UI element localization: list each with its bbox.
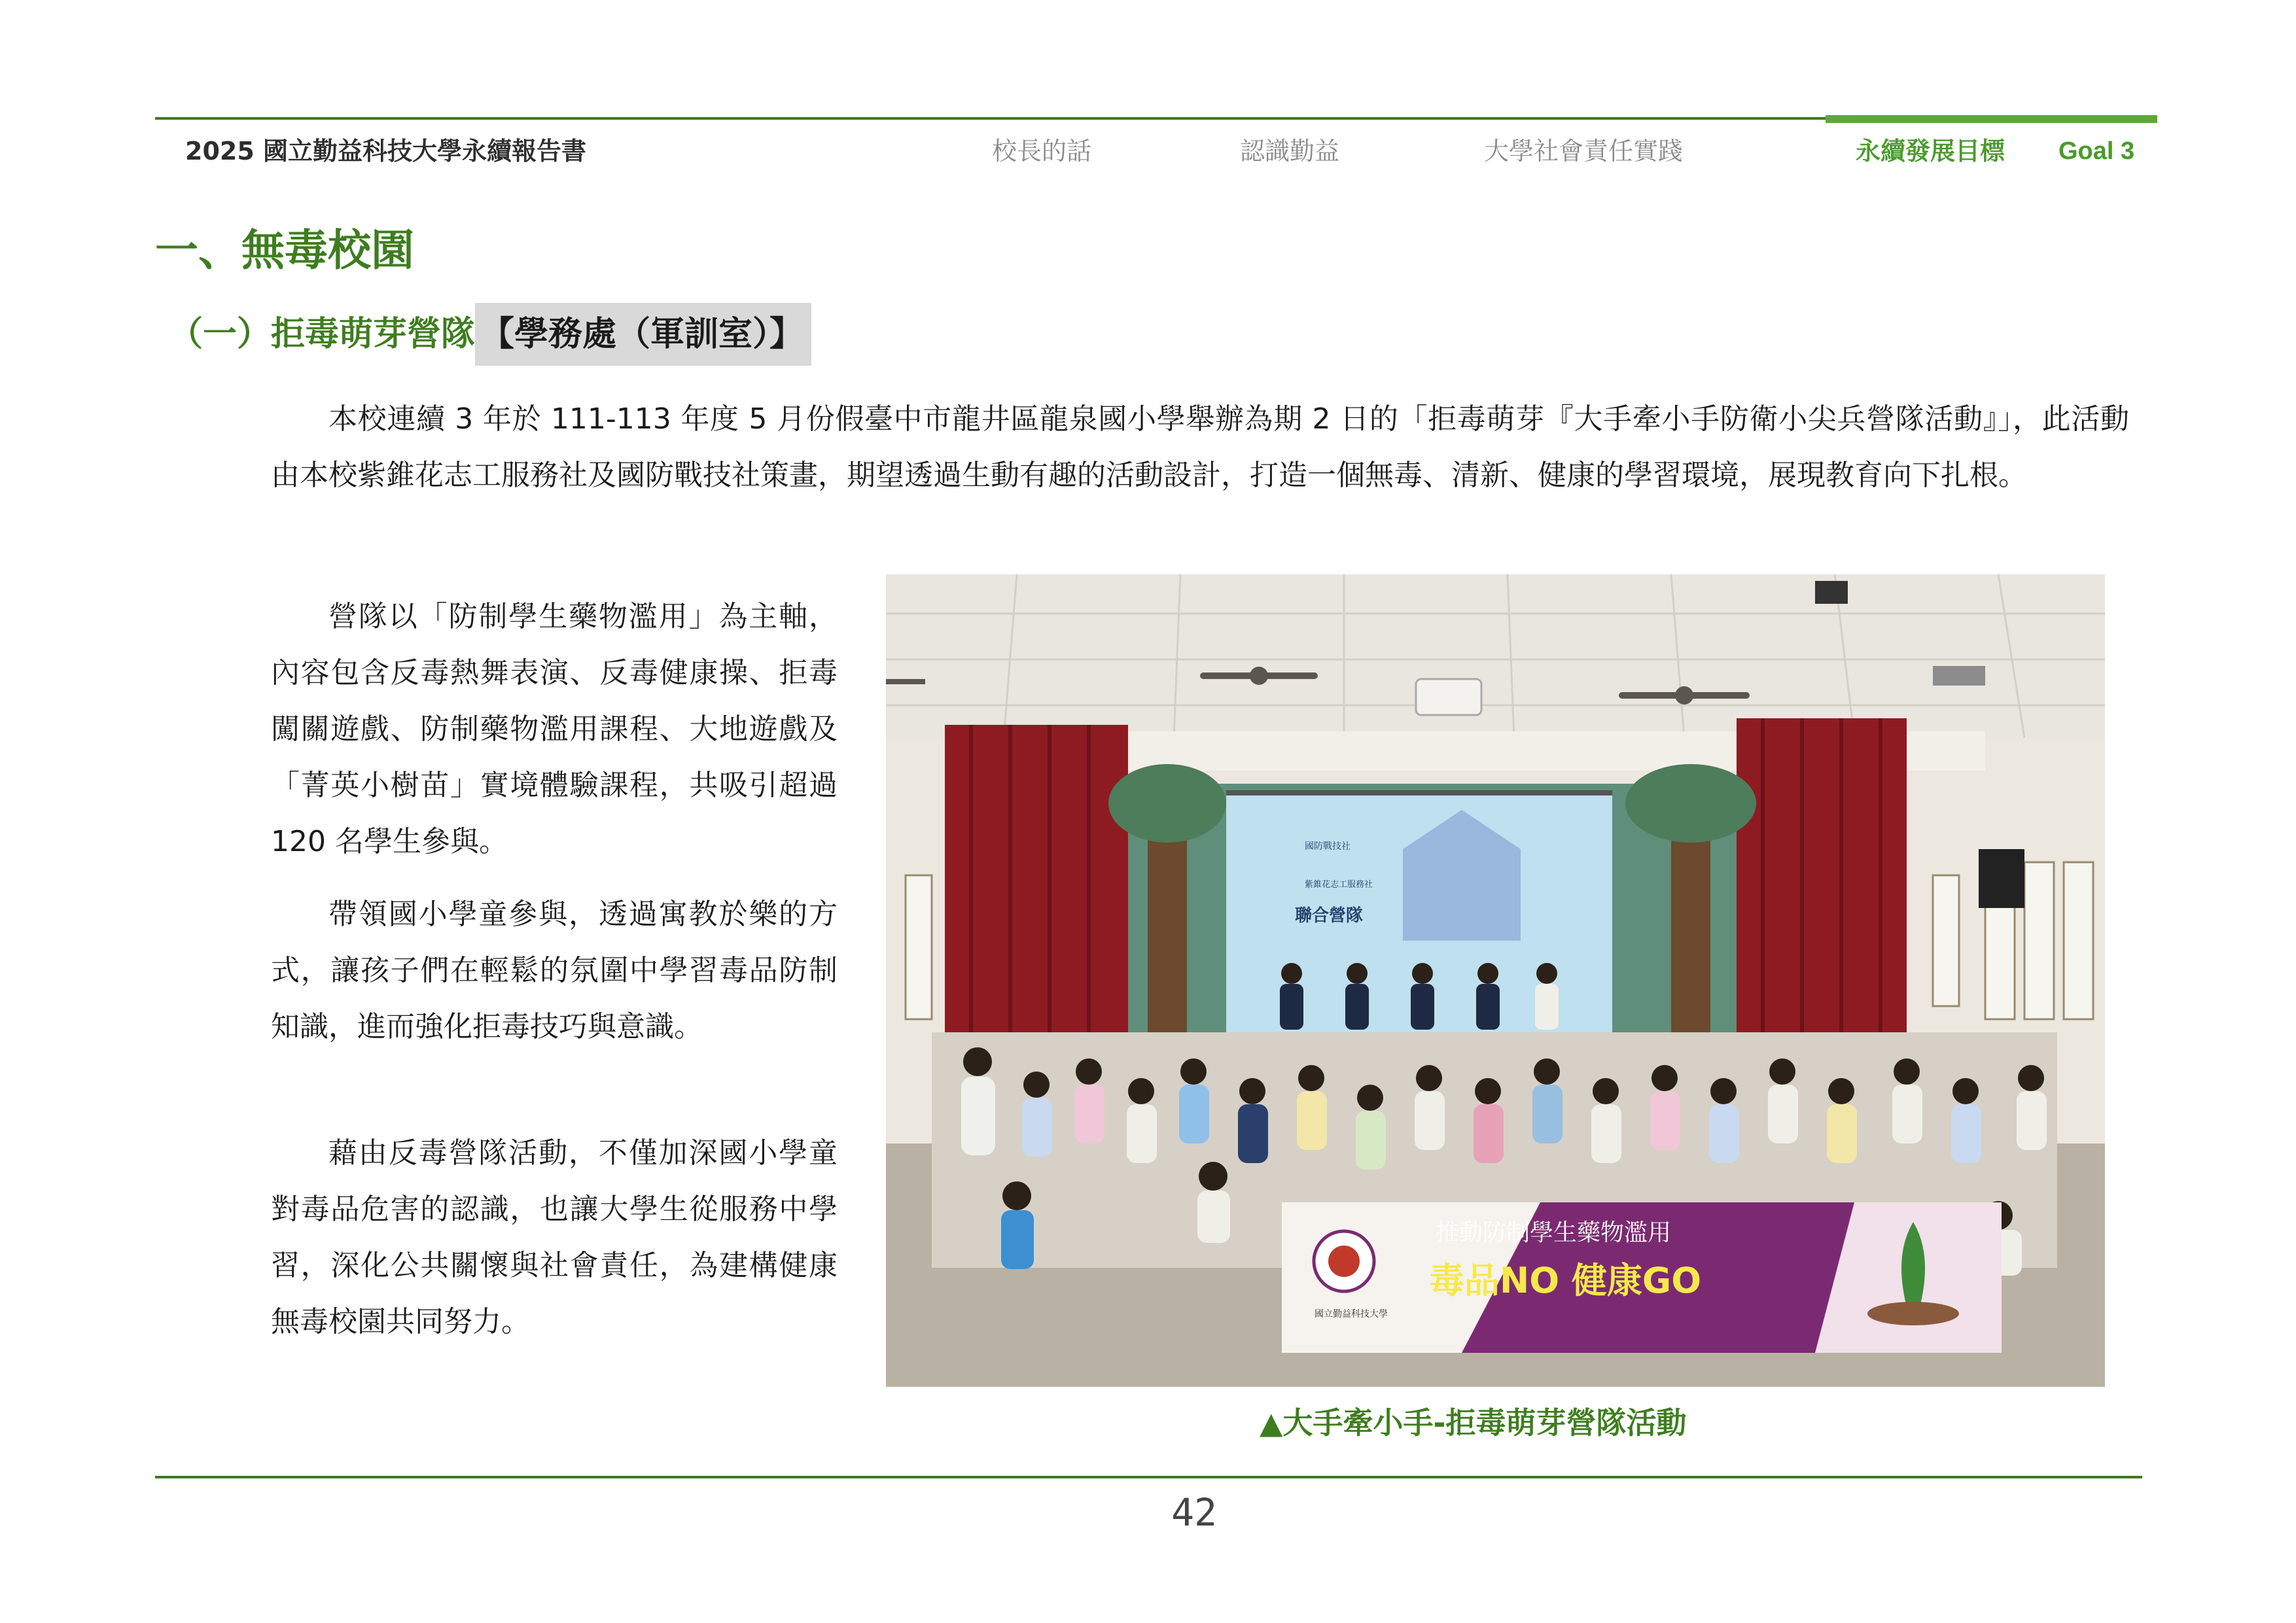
footer-rule <box>155 1476 2142 1478</box>
nav-item-usr[interactable]: 大學社會責任實踐 <box>1484 137 1684 166</box>
subsection-title: （一）拒毒萌芽營隊 <box>169 315 476 354</box>
nav-item-sdgs[interactable]: 永續發展目標 <box>1856 137 2005 166</box>
screen-sub-text: 紫錐花志工服務社 <box>1305 880 1373 890</box>
camp-content-paragraph: 營隊以「防制學生藥物濫用」為主軸，內容包含反毒熱舞表演、反毒健康操、拒毒闖關遊戲、防制藥物濫用課程、大地遊戲及「菁英小樹苗」實境體驗課程，共吸引超過 120 名學生參與。 <box>271 600 838 858</box>
report-title: 2025 國立勤益科技大學永續報告書 <box>185 137 586 166</box>
section-heading: 一、無毒校園 <box>155 225 414 275</box>
nav-item-president[interactable]: 校長的話 <box>992 137 1092 166</box>
anti-drug-banner <box>1282 1202 2002 1353</box>
learning-paragraph: 帶領國小學童參與，透過寓教於樂的方式，讓孩子們在輕鬆的氛圍中學習毒品防制知識，進而強化拒毒技巧與意識。 <box>271 898 838 1043</box>
banner-slogan-line1: 推動防制學生藥物濫用 <box>1436 1219 1672 1246</box>
department-tag: 【學務處（軍訓室）】 <box>475 303 811 366</box>
banner-school-name: 國立勤益科技大學 <box>1315 1309 1388 1319</box>
subsection-heading <box>169 303 811 366</box>
camp-group-photo <box>886 574 2105 1387</box>
goal-label: Goal 3 <box>2058 137 2135 165</box>
banner-slogan-line2: 毒品NO 健康GO <box>1429 1260 1702 1301</box>
intro-paragraph: 本校連續 3 年於 111-113 年度 5 月份假臺中市龍井區龍泉國小學舉辦為期 2 日的「拒毒萌芽『大手牽小手防衛小尖兵營隊活動』」，此活動由本校紫錐花志工服務社及國防戰技社策畫，期望透過生動有趣的活動設計，打造一個無毒、清新、健康的學習環境，展現教育向下扎根。 <box>271 402 2129 492</box>
screen-title-text: 聯合營隊 <box>1295 906 1364 926</box>
page-number: 42 <box>1171 1490 1217 1535</box>
impact-paragraph: 藉由反毒營隊活動，不僅加深國小學童對毒品危害的認識，也讓大學生從服務中學習，深化公共關懷與社會責任，為建構健康無毒校園共同努力。 <box>271 1136 838 1338</box>
header-active-marker <box>1826 115 2157 123</box>
nav-item-about[interactable]: 認識勤益 <box>1240 137 1340 166</box>
photo-caption: ▲大手牽小手-拒毒萌芽營隊活動 <box>1260 1405 1687 1440</box>
screen-top-text: 國防戰技社 <box>1305 841 1351 852</box>
header-rule <box>155 117 1826 120</box>
